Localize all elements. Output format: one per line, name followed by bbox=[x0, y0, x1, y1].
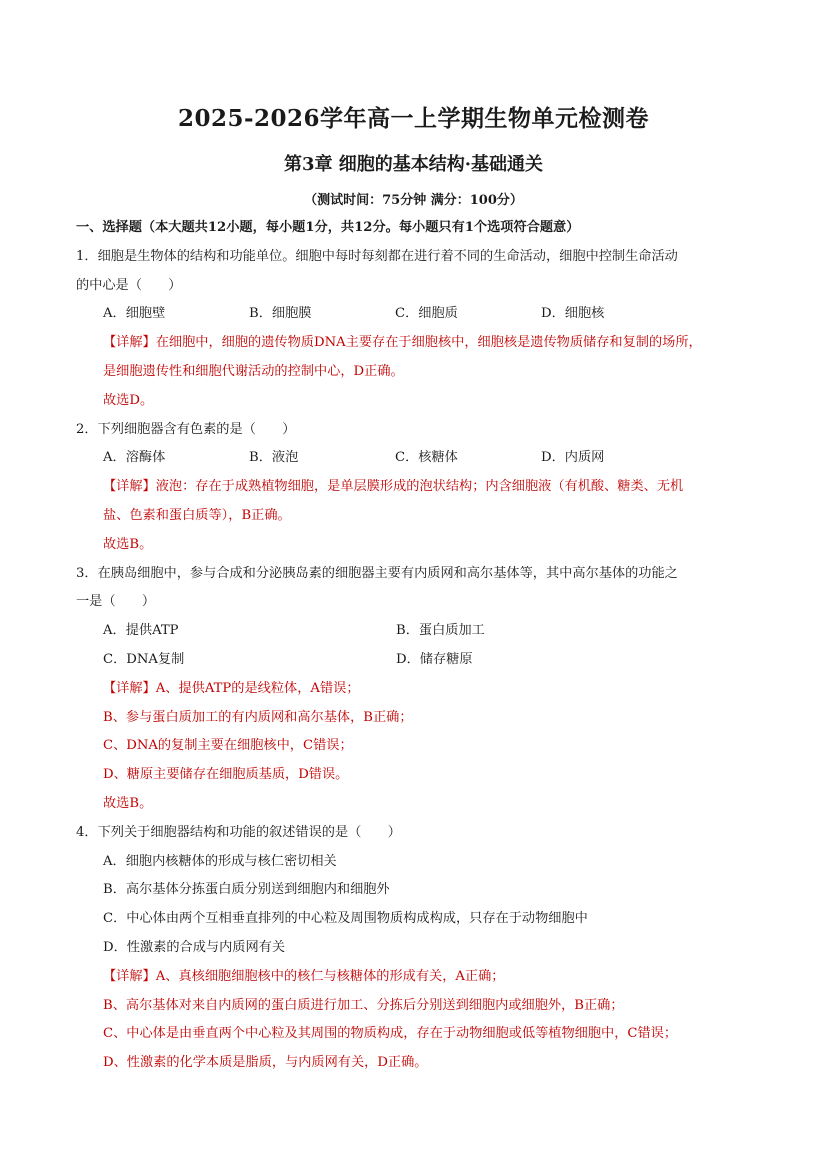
explanation-line bbox=[76, 992, 776, 1021]
section-heading: 一、选择题（本大题共12小题，每小题1分，共12分。每小题只有1个选项符合题意） bbox=[76, 220, 580, 235]
question-stem: 的中心是（ ） bbox=[76, 277, 182, 293]
option-a: A．细胞壁 bbox=[103, 306, 166, 322]
explanation-line bbox=[76, 358, 776, 387]
question-2 bbox=[76, 416, 776, 560]
option-c: C．细胞质 bbox=[395, 306, 458, 322]
explanation-line bbox=[76, 675, 776, 704]
option-d: D．性激素的合成与内质网有关 bbox=[103, 939, 286, 955]
chapter-subtitle: 第3章 细胞的基本结构·基础通关 bbox=[283, 154, 544, 175]
explanation-text: D、糖原主要储存在细胞质基质，D错误。 bbox=[103, 767, 349, 783]
explanation-text: C、DNA的复制主要在细胞核中，C错误； bbox=[103, 738, 353, 754]
option-b: B．细胞膜 bbox=[249, 306, 312, 322]
answer-line: 故选B。 bbox=[103, 536, 153, 552]
option-b: B．液泡 bbox=[249, 450, 299, 466]
explanation-tag: 【详解】 bbox=[103, 479, 156, 495]
explanation-line bbox=[76, 1049, 776, 1078]
document-body bbox=[76, 214, 776, 1078]
explanation-text: A、真核细胞细胞核中的核仁与核糖体的形成有关，A正确； bbox=[155, 968, 505, 984]
option-row bbox=[76, 444, 776, 473]
question-stem: 3．在胰岛细胞中，参与合成和分泌胰岛素的细胞器主要有内质网和高尔基体等，其中高尔基体的功能之 bbox=[76, 565, 678, 581]
option-d: D．细胞核 bbox=[541, 306, 605, 322]
option-a: A．溶酶体 bbox=[103, 450, 166, 466]
document-title: 2025-2026学年高一上学期生物单元检测卷 bbox=[177, 105, 650, 132]
option-c: C．核糖体 bbox=[395, 450, 458, 466]
explanation-text: B、参与蛋白质加工的有内质网和高尔基体，B正确； bbox=[103, 709, 413, 725]
option-a: A．提供ATP bbox=[103, 623, 179, 639]
option-c: C．中心体由两个互相垂直排列的中心粒及周围物质构成构成，只存在于动物细胞中 bbox=[103, 911, 588, 927]
explanation-text: B、高尔基体对来自内质网的蛋白质进行加工、分拣后分别送到细胞内或细胞外，B正确； bbox=[103, 997, 624, 1013]
explanation-line bbox=[76, 963, 776, 992]
explanation-text: D、性激素的化学本质是脂质，与内质网有关，D正确。 bbox=[103, 1055, 428, 1071]
question-1 bbox=[76, 243, 776, 416]
explanation-text: 液泡：存在于成熟植物细胞，是单层膜形成的泡状结构；内含细胞液（有机酸、糖类、无机 bbox=[155, 479, 684, 495]
explanation-line bbox=[76, 732, 776, 761]
option-d: D．储存糖原 bbox=[396, 651, 473, 667]
option-row bbox=[76, 646, 776, 675]
option-b: B．蛋白质加工 bbox=[396, 623, 485, 639]
explanation-text: 盐、色素和蛋白质等），B正确。 bbox=[103, 507, 291, 523]
explanation-line bbox=[76, 761, 776, 790]
explanation-line bbox=[76, 502, 776, 531]
explanation-line bbox=[76, 329, 776, 358]
explanation-text: C、中心体是由垂直两个中心粒及其周围的物质构成，存在于动物细胞或低等植物细胞中，C错误； bbox=[103, 1026, 678, 1042]
option-d: D．内质网 bbox=[541, 450, 605, 466]
option-row bbox=[76, 617, 776, 646]
question-3 bbox=[76, 560, 776, 819]
question-stem: 1．细胞是生物体的结构和功能单位。细胞中每时每刻都在进行着不同的生命活动，细胞中控制生命活动 bbox=[76, 248, 678, 264]
explanation-line bbox=[76, 1020, 776, 1049]
question-4 bbox=[76, 819, 776, 1078]
answer-line: 故选B。 bbox=[103, 795, 153, 811]
explanation-tag: 【详解】 bbox=[103, 680, 156, 696]
option-row bbox=[76, 300, 776, 329]
test-meta: （测试时间：75分钟 满分：100分） bbox=[304, 193, 523, 208]
explanation-text: 在细胞中，细胞的遗传物质DNA主要存在于细胞核中，细胞核是遗传物质储存和复制的场所， bbox=[155, 335, 702, 351]
option-b: B．高尔基体分拣蛋白质分别送到细胞内和细胞外 bbox=[103, 882, 390, 898]
answer-line: 故选D。 bbox=[103, 392, 154, 408]
explanation-tag: 【详解】 bbox=[103, 335, 156, 351]
explanation-text: 是细胞遗传性和细胞代谢活动的控制中心，D正确。 bbox=[103, 363, 404, 379]
option-c: C．DNA复制 bbox=[103, 651, 185, 667]
question-stem: 2．下列细胞器含有色素的是（ ） bbox=[76, 421, 296, 437]
explanation-tag: 【详解】 bbox=[103, 968, 156, 984]
question-stem: 4．下列关于细胞器结构和功能的叙述错误的是（ ） bbox=[76, 824, 401, 840]
option-a: A．细胞内核糖体的形成与核仁密切相关 bbox=[103, 853, 337, 869]
explanation-line bbox=[76, 473, 776, 502]
explanation-line bbox=[76, 704, 776, 733]
question-stem: 一是（ ） bbox=[76, 594, 156, 610]
explanation-text: A、提供ATP的是线粒体，A错误； bbox=[155, 680, 360, 696]
